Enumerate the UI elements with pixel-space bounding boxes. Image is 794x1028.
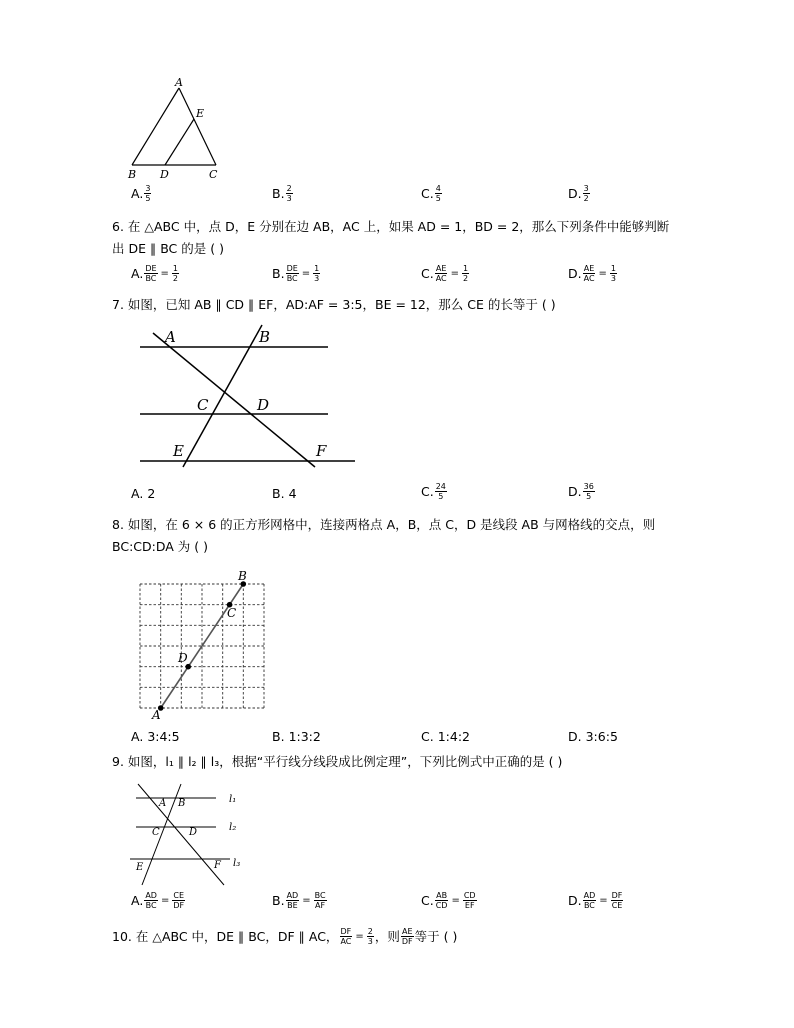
q6-stem-line2: 出 DE ∥ BC 的是 ( ) bbox=[112, 241, 224, 256]
option-letter: C. bbox=[421, 484, 434, 499]
fraction: $\frac{4}{5}$ bbox=[435, 184, 441, 203]
q5-triangle-figure bbox=[120, 74, 230, 182]
q9-label-b: B bbox=[178, 798, 186, 809]
q5-option-d[interactable] bbox=[568, 184, 591, 203]
q7-option-d[interactable] bbox=[568, 482, 596, 501]
q5-label-c: C bbox=[209, 168, 218, 181]
q5-label-b: B bbox=[128, 168, 137, 181]
equals-sign: = bbox=[160, 895, 170, 906]
q7-parallel-lines-figure bbox=[135, 320, 365, 470]
fraction: $\frac{2}{3}$ bbox=[286, 184, 292, 203]
fraction: $\frac{2}{3}$ bbox=[367, 927, 373, 946]
option-letter: D. bbox=[568, 893, 582, 908]
fraction: $\frac{BC}{AF}$ bbox=[314, 891, 326, 910]
q7-label-a: A bbox=[165, 328, 176, 346]
q8-grid-figure bbox=[130, 568, 270, 724]
q8-option-c[interactable] bbox=[421, 729, 470, 744]
q8-label-b: B bbox=[238, 569, 247, 583]
fraction: $\frac{DE}{BC}$ bbox=[145, 264, 157, 283]
option-letter: D. bbox=[568, 186, 582, 201]
option-letter: D. bbox=[568, 484, 582, 499]
option-value: 1:4:2 bbox=[437, 729, 470, 744]
option-letter: D. bbox=[568, 266, 582, 281]
option-value: 4 bbox=[288, 486, 297, 501]
fraction: $\frac{AE}{AC}$ bbox=[435, 264, 447, 283]
q9-option-b[interactable] bbox=[272, 891, 328, 910]
q8-option-d[interactable] bbox=[568, 729, 618, 744]
q7-option-c[interactable] bbox=[421, 482, 448, 501]
fraction: $\frac{36}{5}$ bbox=[583, 482, 594, 501]
option-value: 3:6:5 bbox=[585, 729, 618, 744]
q7-option-a[interactable] bbox=[131, 486, 155, 501]
q9-label-l2: l₂ bbox=[229, 822, 237, 833]
fraction: $\frac{DF}{CE}$ bbox=[611, 891, 623, 910]
q5-option-c[interactable] bbox=[421, 184, 443, 203]
q9-label-l1: l₁ bbox=[229, 794, 237, 805]
equals-sign: = bbox=[451, 895, 460, 906]
option-value: 2 bbox=[147, 486, 156, 501]
q10-mid: ，则 bbox=[374, 929, 400, 944]
q8-label-d: D bbox=[178, 651, 188, 665]
q9-label-f: F bbox=[214, 860, 221, 871]
q9-label-a: A bbox=[159, 798, 167, 809]
equals-sign: = bbox=[450, 268, 460, 279]
fraction: $\frac{1}{3}$ bbox=[610, 264, 617, 283]
fraction: $\frac{AD}{BC}$ bbox=[583, 891, 596, 910]
equals-sign: = bbox=[302, 895, 311, 906]
q7-label-f: F bbox=[316, 442, 327, 460]
fraction: $\frac{3}{5}$ bbox=[145, 184, 151, 203]
q7-label-b: B bbox=[259, 328, 271, 346]
q7-stem: 7. 如图，已知 AB ∥ CD ∥ EF，AD:AF = 3:5，BE = 12，那么 CE 的长等于 ( ) bbox=[112, 297, 556, 312]
fraction: $\frac{AE}{DF}$ bbox=[401, 927, 413, 946]
q9-label-d: D bbox=[189, 827, 198, 838]
q9-label-c: C bbox=[152, 827, 160, 838]
q9-label-e: E bbox=[136, 862, 144, 873]
option-letter: A. bbox=[131, 266, 144, 281]
option-value: 1:3:2 bbox=[288, 729, 321, 744]
option-value: 3:4:5 bbox=[147, 729, 180, 744]
fraction: $\frac{1}{2}$ bbox=[172, 264, 179, 283]
fraction: $\frac{3}{2}$ bbox=[583, 184, 589, 203]
q5-option-b[interactable] bbox=[272, 184, 294, 203]
q10-suffix: 等于 ( ) bbox=[414, 929, 458, 944]
q6-stem-line1: 6. 在 △ABC 中，点 D，E 分别在边 AB，AC 上，如果 AD = 1，BD = 2，那么下列条件中能够判断 bbox=[112, 219, 670, 234]
q5-label-e: E bbox=[196, 107, 205, 120]
equals-sign: = bbox=[598, 268, 607, 279]
option-letter: B. bbox=[272, 729, 285, 744]
option-letter: B. bbox=[272, 486, 285, 501]
fraction: $\frac{AD}{BC}$ bbox=[145, 891, 157, 910]
fraction: $\frac{AB}{CD}$ bbox=[435, 891, 448, 910]
q8-label-c: C bbox=[227, 606, 237, 620]
q6-option-a[interactable] bbox=[131, 264, 180, 283]
equals-sign: = bbox=[301, 268, 311, 279]
fraction: $\frac{24}{5}$ bbox=[435, 482, 446, 501]
q9-option-d[interactable] bbox=[568, 891, 624, 910]
q8-option-a[interactable] bbox=[131, 729, 180, 744]
option-letter: C. bbox=[421, 729, 434, 744]
q5-label-a: A bbox=[175, 76, 183, 89]
q8-stem-line2: BC:CD:DA 为 ( ) bbox=[112, 539, 208, 554]
equals-sign: = bbox=[355, 931, 364, 942]
option-letter: A. bbox=[131, 893, 144, 908]
q8-label-a: A bbox=[152, 708, 161, 722]
fraction: $\frac{1}{3}$ bbox=[314, 264, 320, 283]
option-letter: B. bbox=[272, 186, 285, 201]
fraction: $\frac{DE}{BC}$ bbox=[286, 264, 298, 283]
option-letter: B. bbox=[272, 266, 285, 281]
option-letter: D. bbox=[568, 729, 582, 744]
q8-option-b[interactable] bbox=[272, 729, 321, 744]
q10-stem bbox=[112, 926, 712, 947]
option-letter: B. bbox=[272, 893, 285, 908]
q6-option-b[interactable] bbox=[272, 264, 321, 283]
q9-label-l3: l₃ bbox=[233, 858, 241, 869]
option-letter: C. bbox=[421, 186, 434, 201]
equals-sign: = bbox=[160, 268, 169, 279]
option-letter: C. bbox=[421, 893, 434, 908]
fraction: $\frac{AD}{BE}$ bbox=[286, 891, 299, 910]
q9-option-a[interactable] bbox=[131, 891, 186, 910]
q5-option-a[interactable] bbox=[131, 184, 152, 203]
q6-option-c[interactable] bbox=[421, 264, 470, 283]
q7-option-b[interactable] bbox=[272, 486, 297, 501]
option-letter: A. bbox=[131, 729, 144, 744]
option-letter: A. bbox=[131, 186, 144, 201]
option-letter: C. bbox=[421, 266, 434, 281]
q7-label-e: E bbox=[173, 442, 184, 460]
fraction: $\frac{CD}{EF}$ bbox=[463, 891, 476, 910]
q5-label-d: D bbox=[160, 168, 169, 181]
q9-parallel-lines-figure bbox=[126, 782, 256, 888]
q7-label-d: D bbox=[257, 396, 270, 414]
q8-stem-line1: 8. 如图，在 6 × 6 的正方形网格中，连接两格点 A，B，点 C，D 是线段 AB 与网格线的交点，则 bbox=[112, 517, 656, 532]
fraction: $\frac{DF}{AC}$ bbox=[340, 927, 352, 946]
q9-stem: 9. 如图，l₁ ∥ l₂ ∥ l₃，根据“平行线分线段成比例定理”，下列比例式中正确的是 ( ) bbox=[112, 754, 563, 769]
option-letter: A. bbox=[131, 486, 144, 501]
q9-option-c[interactable] bbox=[421, 891, 478, 910]
fraction: $\frac{CE}{DF}$ bbox=[173, 891, 185, 910]
equals-sign: = bbox=[599, 895, 608, 906]
q7-label-c: C bbox=[197, 396, 209, 414]
q6-option-d[interactable] bbox=[568, 264, 618, 283]
fraction: $\frac{AE}{AC}$ bbox=[583, 264, 595, 283]
q10-prefix: 10. 在 △ABC 中，DE ∥ BC，DF ∥ AC， bbox=[112, 929, 339, 944]
fraction: $\frac{1}{2}$ bbox=[463, 264, 469, 283]
